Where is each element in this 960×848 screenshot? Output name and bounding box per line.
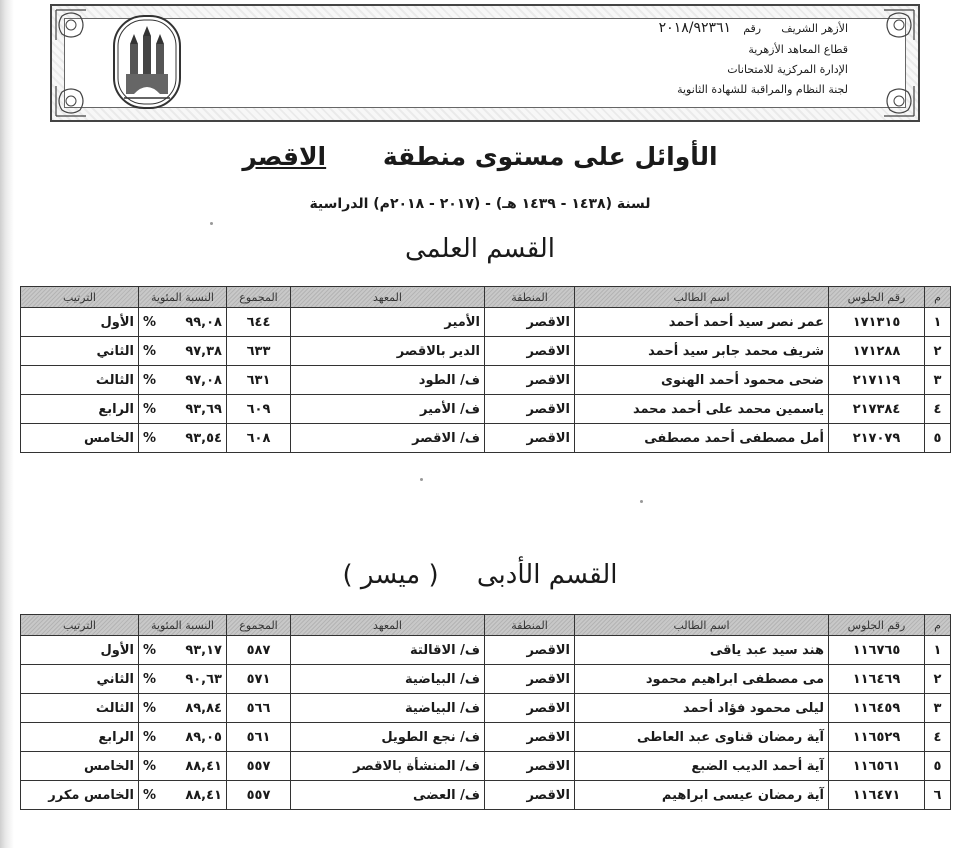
cell-student-name: هند سيد عبد ياقى <box>575 636 829 665</box>
percentage-value: ٨٨,٤١ <box>185 758 222 774</box>
percentage-value: ٩٧,٣٨ <box>185 343 222 359</box>
corner-ornament-icon <box>54 84 88 118</box>
org-short-name: الأزهر الشريف <box>781 22 848 35</box>
scan-edge-shadow <box>0 0 14 848</box>
col-header-rank: الترتيب <box>21 287 139 308</box>
percentage-value: ٨٩,٠٥ <box>185 729 222 745</box>
cell-institute: ف/ الاقصر <box>291 424 485 453</box>
cell-index: ٦ <box>925 781 951 810</box>
cell-index: ١ <box>925 308 951 337</box>
col-header-student-name: اسم الطالب <box>575 287 829 308</box>
cell-institute: الأمير <box>291 308 485 337</box>
cell-student-name: مى مصطفى ابراهيم محمود <box>575 665 829 694</box>
col-header-seat-number: رقم الجلوس <box>829 615 925 636</box>
cell-area: الاقصر <box>485 395 575 424</box>
cell-total: ٥٦١ <box>227 723 291 752</box>
cell-percentage: ٩٩,٠٨ % <box>139 308 227 337</box>
page-title-region: الاقصر <box>242 142 327 171</box>
cell-percentage: ٨٨,٤١ % <box>139 781 227 810</box>
corner-ornament-icon <box>882 8 916 42</box>
percentage-value: ٩٣,٦٩ <box>185 401 222 417</box>
cell-institute: ف/ البياضية <box>291 665 485 694</box>
cell-total: ٦٣٣ <box>227 337 291 366</box>
col-header-area: المنطقة <box>485 287 575 308</box>
cell-percentage: ٩٣,٥٤ % <box>139 424 227 453</box>
cell-rank: الأول <box>21 308 139 337</box>
academic-year-line: لسنة (١٤٣٨ - ١٤٣٩ هـ) - (٢٠١٧ - ٢٠١٨م) الدراسية <box>309 196 651 212</box>
percentage-value: ٩٧,٠٨ <box>185 372 222 388</box>
percentage-value: ٨٩,٨٤ <box>185 700 222 716</box>
cell-rank: الخامس <box>21 752 139 781</box>
cell-rank: الخامس مكرر <box>21 781 139 810</box>
col-header-seat-number: رقم الجلوس <box>829 287 925 308</box>
table-row <box>21 636 951 665</box>
issuer-line: الإدارة المركزية للامتحانات <box>727 63 848 76</box>
table-row <box>21 665 951 694</box>
cell-index: ٣ <box>925 694 951 723</box>
percentage-value: ٩٣,١٧ <box>185 642 222 658</box>
cell-area: الاقصر <box>485 752 575 781</box>
cell-student-name: عمر نصر سيد أحمد أحمد <box>575 308 829 337</box>
cell-area: الاقصر <box>485 694 575 723</box>
col-header-percentage: النسبة المئوية <box>139 615 227 636</box>
col-header-institute: المعهد <box>291 615 485 636</box>
cell-institute: ف/ المنشأة بالاقصر <box>291 752 485 781</box>
cell-institute: ف/ نجع الطويل <box>291 723 485 752</box>
cell-percentage: ٩٠,٦٣ % <box>139 665 227 694</box>
cell-student-name: آية رمضان قناوى عبد العاطى <box>575 723 829 752</box>
cell-total: ٦٠٨ <box>227 424 291 453</box>
cell-rank: الأول <box>21 636 139 665</box>
scan-speck <box>640 500 643 503</box>
cell-institute: ف/ الطود <box>291 366 485 395</box>
col-header-total: المجموع <box>227 287 291 308</box>
issuer-department-lines <box>677 40 848 100</box>
cell-percentage: ٨٨,٤١ % <box>139 752 227 781</box>
section-title-literary <box>0 560 960 590</box>
cell-seat-number: ١١٦٧٦٥ <box>829 636 925 665</box>
cell-seat-number: ٢١٧٣٨٤ <box>829 395 925 424</box>
section-title-scientific: القسم العلمى <box>404 234 556 264</box>
section-title-literary-sub: ( ميسر ) <box>342 560 439 590</box>
cell-index: ٣ <box>925 366 951 395</box>
cell-total: ٥٥٧ <box>227 781 291 810</box>
corner-ornament-icon <box>882 84 916 118</box>
table-row <box>21 395 951 424</box>
col-header-area: المنطقة <box>485 615 575 636</box>
cell-student-name: شريف محمد جابر سيد أحمد <box>575 337 829 366</box>
cell-rank: الثاني <box>21 337 139 366</box>
cell-seat-number: ٢١٧٠٧٩ <box>829 424 925 453</box>
percentage-value: ٨٨,٤١ <box>185 787 222 803</box>
cell-index: ٥ <box>925 424 951 453</box>
col-header-rank: الترتيب <box>21 615 139 636</box>
cell-seat-number: ١١٦٥٢٩ <box>829 723 925 752</box>
letterhead <box>50 4 920 122</box>
issuer-line: قطاع المعاهد الأزهرية <box>748 43 848 56</box>
cell-index: ٢ <box>925 665 951 694</box>
cell-seat-number: ١١٦٤٥٩ <box>829 694 925 723</box>
cell-institute: الدير بالاقصر <box>291 337 485 366</box>
cell-seat-number: ١١٦٥٦١ <box>829 752 925 781</box>
cell-rank: الثاني <box>21 665 139 694</box>
scientific-results-table <box>20 286 951 453</box>
col-header-institute: المعهد <box>291 287 485 308</box>
table-row <box>21 781 951 810</box>
cell-student-name: ليلى محمود فؤاد أحمد <box>575 694 829 723</box>
cell-institute: ف/ الأمير <box>291 395 485 424</box>
col-header-percentage: النسبة المئوية <box>139 287 227 308</box>
cell-total: ٥٧١ <box>227 665 291 694</box>
cell-seat-number: ١٧١٢٨٨ <box>829 337 925 366</box>
cell-area: الاقصر <box>485 665 575 694</box>
cell-percentage: ٨٩,٠٥ % <box>139 723 227 752</box>
cell-percentage: ٩٣,١٧ % <box>139 636 227 665</box>
cell-percentage: ٩٣,٦٩ % <box>139 395 227 424</box>
cell-student-name: آية أحمد الديب الضبع <box>575 752 829 781</box>
percentage-value: ٩٣,٥٤ <box>185 430 222 446</box>
cell-rank: الثالث <box>21 694 139 723</box>
cell-area: الاقصر <box>485 723 575 752</box>
cell-percentage: ٩٧,٠٨ % <box>139 366 227 395</box>
cell-institute: ف/ البياضية <box>291 694 485 723</box>
cell-index: ١ <box>925 636 951 665</box>
cell-rank: الرابع <box>21 395 139 424</box>
cell-percentage: ٨٩,٨٤ % <box>139 694 227 723</box>
cell-area: الاقصر <box>485 636 575 665</box>
cell-seat-number: ١١٦٤٧١ <box>829 781 925 810</box>
table-row <box>21 308 951 337</box>
cell-seat-number: ٢١٧١١٩ <box>829 366 925 395</box>
cell-student-name: ضحى محمود أحمد الهنوى <box>575 366 829 395</box>
cell-total: ٥٨٧ <box>227 636 291 665</box>
cell-institute: ف/ العضى <box>291 781 485 810</box>
table-row <box>21 424 951 453</box>
cell-index: ٢ <box>925 337 951 366</box>
scan-speck <box>210 222 213 225</box>
cell-seat-number: ١١٦٤٦٩ <box>829 665 925 694</box>
cell-area: الاقصر <box>485 337 575 366</box>
table-row <box>21 694 951 723</box>
cell-total: ٥٦٦ <box>227 694 291 723</box>
reference-number: ٢٠١٨/٩٢٣٦١ <box>658 20 732 36</box>
document-reference <box>659 20 848 36</box>
cell-percentage: ٩٧,٣٨ % <box>139 337 227 366</box>
cell-index: ٤ <box>925 723 951 752</box>
percentage-value: ٩٠,٦٣ <box>185 671 222 687</box>
table-row <box>21 752 951 781</box>
cell-institute: ف/ الاقالتة <box>291 636 485 665</box>
scan-speck <box>420 478 423 481</box>
literary-results-table <box>20 614 951 810</box>
cell-total: ٥٥٧ <box>227 752 291 781</box>
cell-total: ٦٣١ <box>227 366 291 395</box>
al-azhar-mosque-logo-icon <box>112 14 182 110</box>
reference-label: رقم <box>743 22 762 35</box>
cell-rank: الرابع <box>21 723 139 752</box>
section-title-literary-main: القسم الأدبى <box>476 560 618 590</box>
corner-ornament-icon <box>54 8 88 42</box>
col-header-total: المجموع <box>227 615 291 636</box>
table-row <box>21 723 951 752</box>
page-title-main: الأوائل على مستوى منطقة <box>382 142 718 171</box>
percentage-value: ٩٩,٠٨ <box>185 314 222 330</box>
cell-rank: الثالث <box>21 366 139 395</box>
cell-total: ٦٠٩ <box>227 395 291 424</box>
col-header-index: م <box>925 615 951 636</box>
cell-area: الاقصر <box>485 781 575 810</box>
cell-student-name: أمل مصطفى أحمد مصطفى <box>575 424 829 453</box>
cell-seat-number: ١٧١٣١٥ <box>829 308 925 337</box>
cell-student-name: ياسمين محمد على أحمد محمد <box>575 395 829 424</box>
cell-area: الاقصر <box>485 308 575 337</box>
table-row <box>21 337 951 366</box>
cell-index: ٤ <box>925 395 951 424</box>
table-row <box>21 366 951 395</box>
cell-area: الاقصر <box>485 366 575 395</box>
cell-total: ٦٤٤ <box>227 308 291 337</box>
page-title <box>0 142 960 171</box>
col-header-index: م <box>925 287 951 308</box>
table-header-row <box>21 615 951 636</box>
issuer-line: لجنة النظام والمراقبة للشهادة الثانوية <box>677 83 848 96</box>
cell-area: الاقصر <box>485 424 575 453</box>
cell-rank: الخامس <box>21 424 139 453</box>
cell-student-name: آية رمضان عيسى ابراهيم <box>575 781 829 810</box>
cell-index: ٥ <box>925 752 951 781</box>
col-header-student-name: اسم الطالب <box>575 615 829 636</box>
table-header-row <box>21 287 951 308</box>
